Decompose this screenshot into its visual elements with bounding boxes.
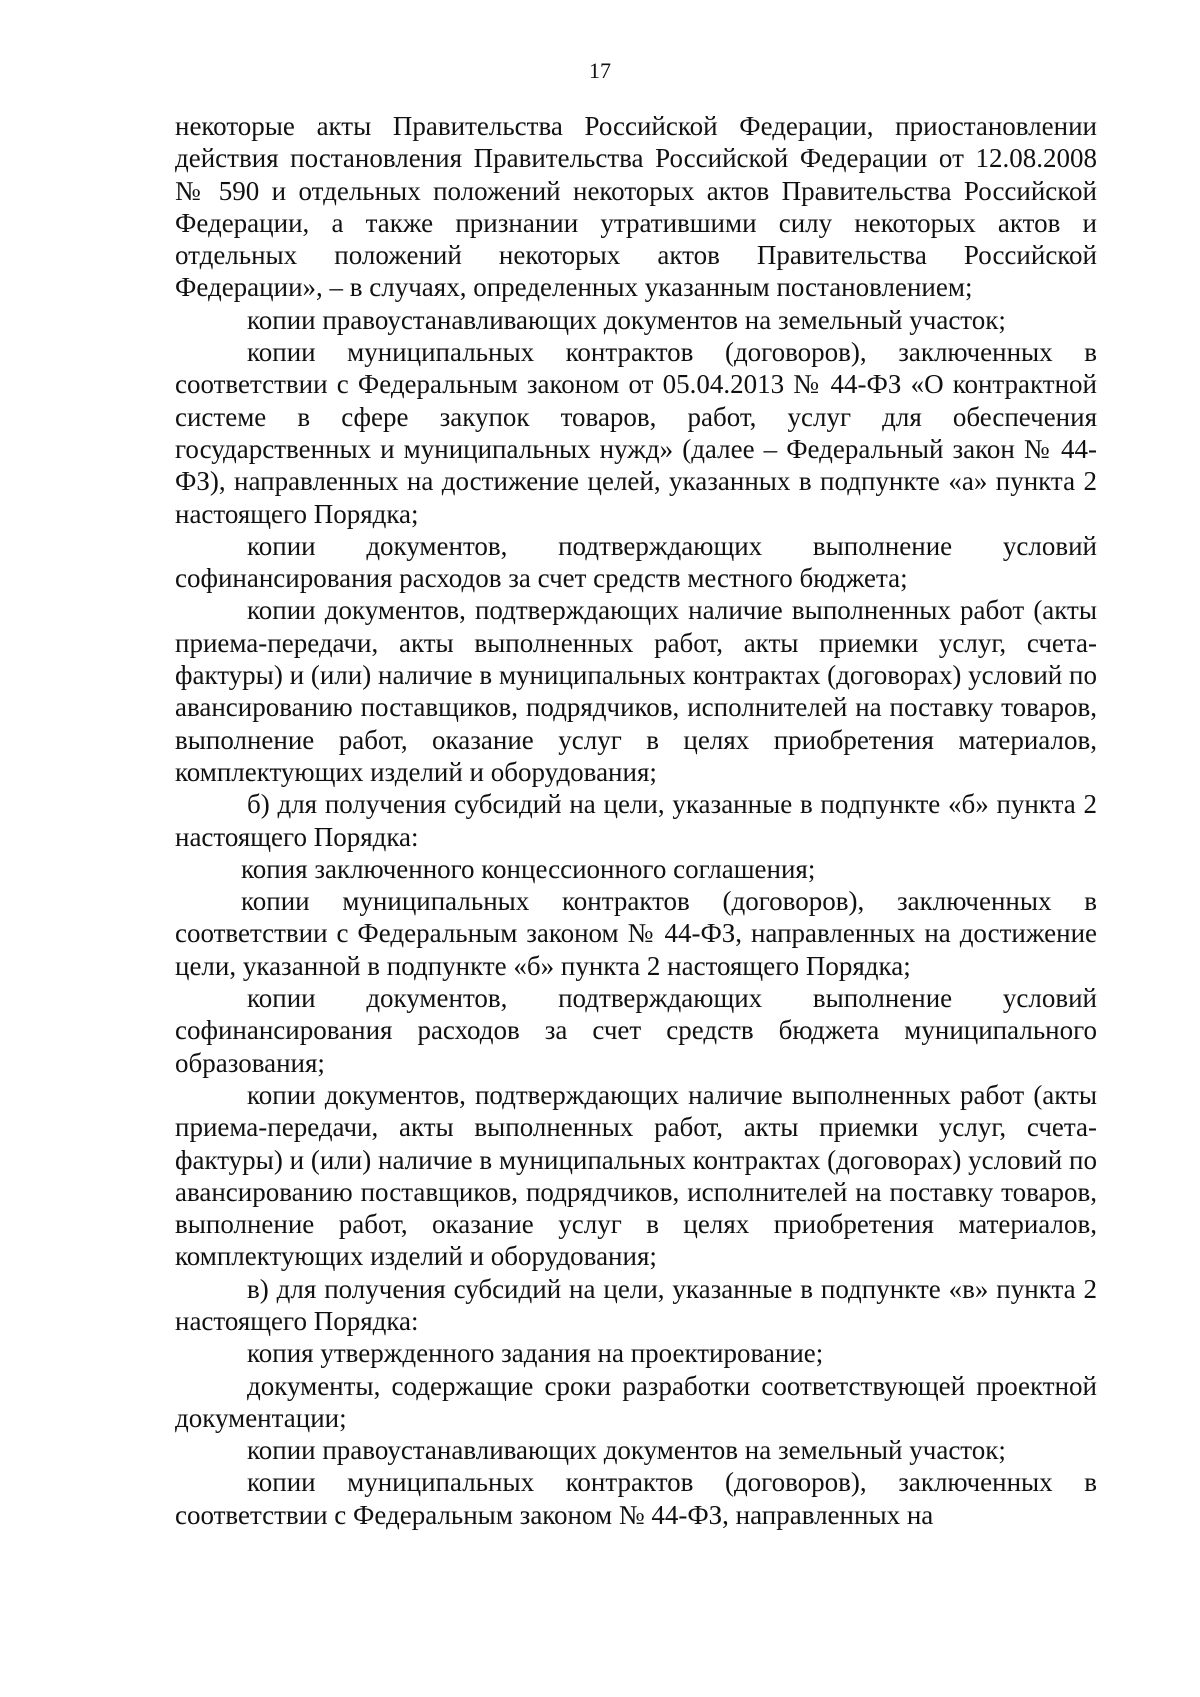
paragraph: некоторые акты Правительства Российской Федерации, приостановлении действия постановления Правительства Российской Федерации от 12.08.2008 № 590 и отдельных положений некоторых актов Правительства Российской Федерации, а также признании утратившими силу некоторых актов и отдельных положений некоторых актов Правительства Российской Федерации», – в случаях, определенных указанным постановлением; (175, 111, 1097, 303)
paragraph: копии муниципальных контрактов (договоров), заключенных в соответствии с Федеральным законом № 44-ФЗ, направленных на достижение цели, указанной в подпункте «б» пункта 2 настоящего Порядка; (175, 886, 1097, 981)
paragraph: копии правоустанавливающих документов на земельный участок; (247, 1435, 1006, 1466)
paragraph: копии документов, подтверждающих выполнение условий софинансирования расходов за счет средств бюджета муниципального образования; (175, 983, 1097, 1078)
document-body (175, 110, 1097, 1531)
paragraph: копия заключенного концессионного соглашения; (241, 853, 816, 884)
paragraph: б) для получения субсидий на цели, указанные в подпункте «б» пункта 2 настоящего Порядка: (175, 789, 1097, 852)
paragraph: в) для получения субсидий на цели, указанные в подпункте «в» пункта 2 настоящего Порядка: (175, 1273, 1097, 1336)
paragraph: копии документов, подтверждающих наличие выполненных работ (акты приема-передачи, акты выполненных работ, акты приемки услуг, счета-фактуры) и (или) наличие в муниципальных контрактах (договорах) условий по авансированию поставщиков, подрядчиков, исполнителей на поставку товаров, выполнение работ, оказание услуг в целях приобретения материалов, комплектующих изделий и оборудования; (175, 595, 1097, 787)
paragraph: копии документов, подтверждающих выполнение условий софинансирования расходов за счет средств местного бюджета; (175, 530, 1097, 594)
paragraph: копия утвержденного задания на проектирование; (247, 1338, 824, 1369)
paragraph: копии муниципальных контрактов (договоров), заключенных в соответствии с Федеральным законом № 44-ФЗ, направленных на (175, 1467, 1097, 1530)
paragraph: документы, содержащие сроки разработки соответствующей проектной документации; (175, 1370, 1097, 1433)
paragraph: копии муниципальных контрактов (договоров), заключенных в соответствии с Федеральным законом от 05.04.2013 № 44-ФЗ «О контрактной системе в сфере закупок товаров, работ, услуг для обеспечения государственных и муниципальных нужд» (далее – Федеральный закон № 44-ФЗ), направленных на достижение целей, указанных в подпункте «а» пункта 2 настоящего Порядка; (175, 337, 1097, 529)
paragraph: копии правоустанавливающих документов на земельный участок; (247, 304, 1006, 335)
page-number: 17 (589, 58, 611, 83)
paragraph: копии документов, подтверждающих наличие выполненных работ (акты приема-передачи, акты выполненных работ, акты приемки услуг, счета-фактуры) и (или) наличие в муниципальных контрактах (договорах) условий по авансированию поставщиков, подрядчиков, исполнителей на поставку товаров, выполнение работ, оказание услуг в целях приобретения материалов, комплектующих изделий и оборудования; (175, 1079, 1097, 1272)
